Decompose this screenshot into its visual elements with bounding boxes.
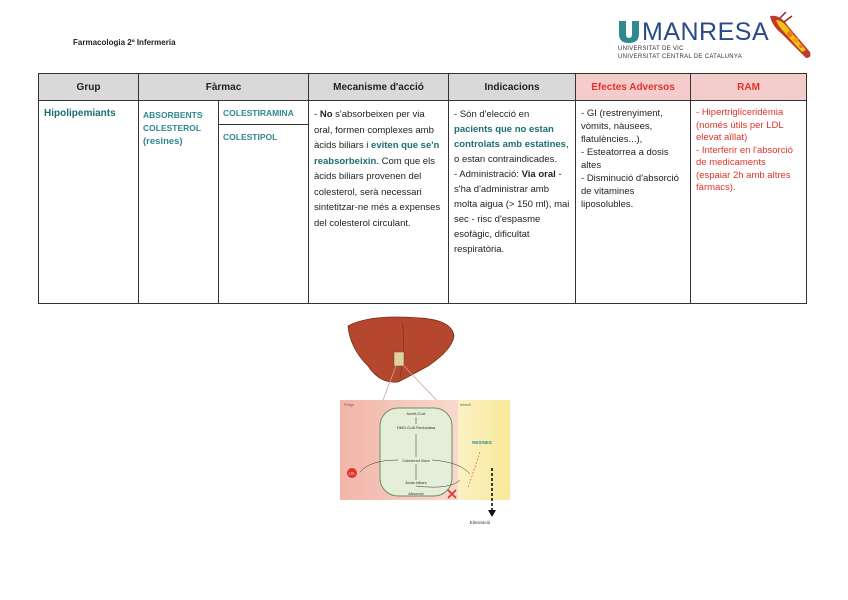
header-mecanisme: Mecanisme d'acció: [309, 74, 449, 101]
flow-colesterol: Colesterol lliure: [402, 458, 430, 463]
mecanisme-end: . Com que els àcids biliars provenen del colesterol, serà necessari sintetitzar-ne més a expenses del colesterol circulant.: [314, 155, 441, 229]
bile-acid-figure: [340, 312, 510, 527]
intestine-zone: [458, 400, 510, 500]
header-indicacions: Indicacions: [449, 74, 576, 101]
header-farmac: Fàrmac: [139, 74, 309, 101]
resins-label: RESINES: [472, 440, 492, 445]
indicacions-1-highlight: pacients que no estan controlats amb estatines: [454, 124, 566, 150]
absorbents-line-2: COLESTEROL: [143, 123, 202, 133]
efectes-cell: [576, 101, 691, 304]
efecte-item: - Disminució d'absorció de vitamines liposolubles.: [581, 173, 679, 210]
header-efectes-adversos: Efectes Adversos: [576, 74, 691, 101]
header-ram: RAM: [691, 74, 807, 101]
logo-subtitle-2: UNIVERSITAT CENTRAL DE CATALUNYA: [618, 54, 743, 60]
ram-cell: [691, 101, 807, 304]
umanresa-logo: [618, 12, 818, 72]
indicacions-cell: [449, 101, 576, 304]
indicacions-2-bold: Via oral: [521, 169, 556, 180]
grup-cell: Hipolipemiants: [39, 101, 139, 304]
mecanisme-text: s'absorbeixen per via oral, formen complexes amb àcids biliars i: [314, 109, 434, 151]
logo-name: MANRESA: [642, 18, 770, 46]
flow-hmgcoa: HMG-CoA Reductasa: [396, 425, 436, 430]
absorbents-line-1: ABSORBENTS: [143, 110, 203, 120]
liver-zone-label: Fetge: [344, 402, 355, 407]
table-row: [39, 101, 807, 304]
mecanisme-highlight: eviten que se'n reabsorbeixin: [314, 140, 440, 167]
ldl-label: LDL: [348, 471, 356, 476]
drugs-cell: [219, 101, 309, 304]
drug-colestiramina: COLESTIRAMINA: [219, 101, 308, 125]
mecanisme-cell: [309, 101, 449, 304]
header-grup: Grup: [39, 74, 139, 101]
absorbents-line-3: (resines): [143, 136, 183, 147]
ram-item: - Hipertrigliceridèmia (només útils per LDL elevat aïllat): [696, 107, 784, 143]
indicacions-1-pre: - Són d'elecció en: [454, 109, 530, 120]
absorbents-cell: [139, 101, 219, 304]
elimination-arrow-icon: [488, 510, 496, 517]
flow-absorcio: Absorció: [408, 491, 424, 496]
ram-item: - Interferir en l'absorció de medicaments (espaiar 2h amb altres fàrmacs).: [696, 144, 793, 193]
u-logo-icon: [618, 20, 640, 44]
elimination-label: Eliminació: [469, 520, 491, 525]
mecanisme-prefix: -: [314, 109, 320, 120]
table-header-row: [39, 74, 807, 101]
drug-colestipol: COLESTIPOL: [223, 132, 278, 142]
drug-table: [38, 73, 807, 304]
efecte-item: - GI (restrenyiment, vòmits, nàusees, flatulències...),: [581, 108, 663, 145]
logo-subtitle-1: UNIVERSITAT DE VIC: [618, 46, 684, 52]
efecte-item: - Esteatorrea a dosis altes: [581, 147, 669, 171]
intestine-zone-label: Intestí: [460, 402, 471, 407]
mecanisme-no: No: [319, 109, 333, 120]
indicacions-2-end: - s'ha d'administrar amb molta aigua (> 150 ml), mai sec - risc d'espasme esofàgic, dificultat respiratòria.: [454, 169, 570, 255]
header-title: Farmacologia 2º Infermeria: [73, 38, 176, 47]
artery-emblem-icon: [766, 12, 816, 60]
indicacions-1-end: , o estan contraindicades.: [454, 139, 569, 165]
indicacions-2-pre: - Administració:: [454, 169, 522, 180]
flow-acids-biliars: Àcids biliars: [405, 480, 427, 485]
flow-acetilcoa: Acetil-CoA: [406, 411, 426, 416]
